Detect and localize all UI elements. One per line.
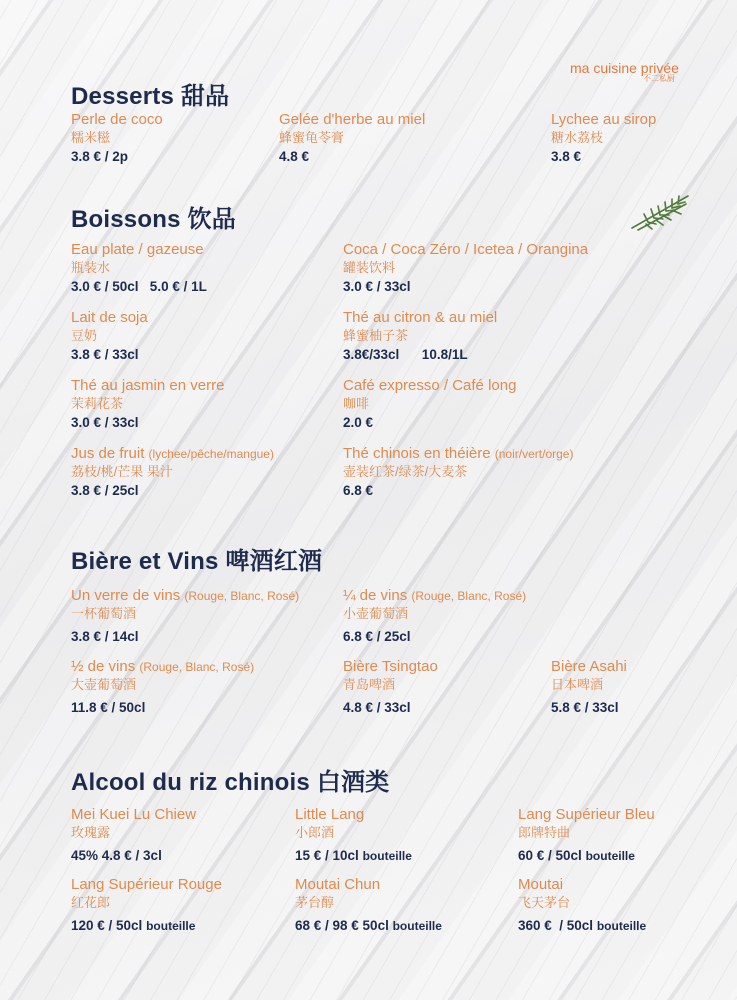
item-chinese-name: 糖水荔枝 <box>551 130 604 145</box>
item-price <box>295 846 412 866</box>
item-price <box>551 147 656 167</box>
menu-item <box>518 876 646 936</box>
item-price-value: 60 € / 50cl <box>518 848 582 863</box>
item-name-text: Un verre de vins <box>71 587 181 604</box>
item-chinese-name: 蜂蜜龟苓膏 <box>279 130 345 145</box>
item-price <box>343 698 438 718</box>
item-name-text: Moutai Chun <box>295 876 381 893</box>
item-name <box>551 658 627 676</box>
item-price-value: 2.0 € <box>343 415 374 430</box>
item-price <box>71 413 224 433</box>
item-name <box>71 658 254 676</box>
item-name <box>343 658 438 676</box>
menu-item <box>71 876 222 936</box>
item-name <box>295 806 412 824</box>
item-price <box>71 698 254 718</box>
item-name <box>343 241 588 259</box>
item-price-unit: bouteille <box>392 919 442 933</box>
item-name-text: Lang Supérieur Rouge <box>71 876 222 893</box>
item-price-value: 5.8 € / 33cl <box>551 700 619 715</box>
item-price-value: 11.8 € / 50cl <box>71 700 146 715</box>
item-price-value: 3.0 € / 33cl <box>343 279 411 294</box>
item-name <box>71 587 299 605</box>
item-name <box>279 111 425 129</box>
rosemary-icon <box>628 190 694 232</box>
item-price <box>518 916 646 936</box>
menu-item <box>343 241 588 297</box>
item-note: (lychee/pêche/mangue) <box>148 447 274 461</box>
item-name-text: Thé au citron & au miel <box>343 309 498 326</box>
menu-item <box>343 445 573 501</box>
item-name-text: Lait de soja <box>71 309 148 326</box>
item-price-unit: bouteille <box>146 919 196 933</box>
item-price-value: 3.0 € / 33cl <box>71 415 139 430</box>
logo-text: ma cuisine privée <box>570 60 679 76</box>
section-title: Bière et Vins 啤酒红酒 <box>71 548 323 575</box>
menu-item <box>343 658 438 718</box>
item-chinese-name: 瓶装水 <box>71 260 111 275</box>
item-chinese-name: 玫瑰露 <box>71 825 111 840</box>
item-chinese-name: 壶装红茶/绿茶/大麦茶 <box>343 464 468 479</box>
item-chinese-name: 豆奶 <box>71 328 98 343</box>
item-chinese-name: 咖啡 <box>343 396 370 411</box>
menu-item <box>343 377 516 433</box>
item-price-value: 3.8€/33cl 10.8/1L <box>343 347 468 362</box>
menu-item <box>343 309 497 365</box>
menu-item <box>343 587 526 647</box>
item-name-text: Little Lang <box>295 806 365 823</box>
section-title: Alcool du riz chinois 白酒类 <box>71 769 390 796</box>
menu-item <box>71 587 299 647</box>
item-price <box>71 846 196 866</box>
item-chinese-name: 茅台醇 <box>295 895 335 910</box>
item-name-text: Lang Supérieur Bleu <box>518 806 655 823</box>
item-name-text: Gelée d'herbe au miel <box>279 111 426 128</box>
item-name <box>551 111 656 129</box>
item-name-text: ½ de vins <box>71 658 136 675</box>
item-name-text: Thé au jasmin en verre <box>71 377 225 394</box>
item-name <box>71 445 274 463</box>
item-name <box>295 876 442 894</box>
logo-subtitle: 不二私厨 <box>642 74 675 83</box>
menu-item <box>295 806 412 866</box>
item-chinese-name: 小壶葡萄酒 <box>343 606 409 621</box>
item-chinese-name: 荔枝/桃/芒果 果汁 <box>71 464 173 479</box>
item-name-text: Coca / Coca Zéro / Icetea / Orangina <box>343 241 589 258</box>
item-price <box>518 846 655 866</box>
item-price-value: 3.8 € / 25cl <box>71 483 139 498</box>
item-name-text: Moutai <box>518 876 564 893</box>
item-price-unit: bouteille <box>596 919 647 933</box>
item-price <box>343 277 588 297</box>
item-price-value: 68 € / 98 € 50cl <box>295 918 389 933</box>
item-name-text: Café expresso / Café long <box>343 377 517 394</box>
item-price-value: 4.8 € / 33cl <box>343 700 411 715</box>
item-chinese-name: 蜂蜜柚子茶 <box>343 328 409 343</box>
item-price-value: 3.8 € / 2p <box>71 149 129 164</box>
item-name <box>343 377 516 395</box>
menu-item <box>71 377 224 433</box>
item-price-value: 3.0 € / 50cl 5.0 € / 1L <box>71 279 207 294</box>
item-name-text: Bière Asahi <box>551 658 627 675</box>
menu-item <box>518 806 655 866</box>
item-name-text: Eau plate / gazeuse <box>71 241 204 258</box>
item-price <box>71 147 163 167</box>
menu-item <box>71 806 196 866</box>
menu-item <box>551 658 627 718</box>
item-chinese-name: 罐装饮料 <box>343 260 396 275</box>
item-price <box>343 345 497 365</box>
menu-item <box>71 445 274 501</box>
section-title: Desserts 甜品 <box>71 83 230 110</box>
section-title: Boissons 饮品 <box>71 206 236 233</box>
item-price-value: 3.8 € / 14cl <box>71 629 139 644</box>
item-price-value: 360 € / 50cl <box>518 918 594 933</box>
item-chinese-name: 飞天茅台 <box>518 895 571 910</box>
item-price-value: 45% 4.8 € / 3cl <box>71 848 162 863</box>
item-chinese-name: 小郎酒 <box>295 825 335 840</box>
item-chinese-name: 茉莉花茶 <box>71 396 124 411</box>
item-name <box>518 806 655 824</box>
item-price-value: 4.8 € <box>279 149 310 164</box>
item-price <box>295 916 442 936</box>
item-name <box>343 445 573 463</box>
restaurant-logo <box>570 60 679 84</box>
item-name <box>343 587 526 605</box>
item-name <box>71 876 222 894</box>
item-name-text: Bière Tsingtao <box>343 658 438 675</box>
item-name-text: Perle de coco <box>71 111 163 128</box>
item-note: (Rouge, Blanc, Rosé) <box>411 589 527 603</box>
item-price-value: 6.8 € <box>343 483 374 498</box>
menu-item <box>71 309 148 365</box>
item-note: (Rouge, Blanc, Rosé) <box>184 589 300 603</box>
item-chinese-name: 青岛啤酒 <box>343 677 396 692</box>
item-chinese-name: 郎牌特曲 <box>518 825 571 840</box>
item-name <box>71 241 207 259</box>
menu-item <box>551 111 656 167</box>
item-name-text: ¼ de vins <box>343 587 408 604</box>
item-price-unit: bouteille <box>362 849 412 863</box>
item-price <box>71 345 148 365</box>
item-price-value: 3.8 € <box>551 149 582 164</box>
item-price-value: 15 € / 10cl <box>295 848 359 863</box>
item-price <box>551 698 627 718</box>
item-price-value: 6.8 € / 25cl <box>343 629 411 644</box>
item-note: (noir/vert/orge) <box>494 447 574 461</box>
item-name-text: Mei Kuei Lu Chiew <box>71 806 197 823</box>
item-price <box>71 916 222 936</box>
item-price <box>71 627 299 647</box>
menu-item <box>71 111 163 167</box>
item-price <box>279 147 425 167</box>
item-chinese-name: 红花郎 <box>71 895 111 910</box>
menu-item <box>71 658 254 718</box>
item-price <box>71 481 274 501</box>
item-name-text: Jus de fruit <box>71 445 145 462</box>
item-name <box>343 309 497 327</box>
menu-item <box>71 241 207 297</box>
menu-item <box>279 111 425 167</box>
item-price-value: 3.8 € / 33cl <box>71 347 139 362</box>
item-name <box>71 377 224 395</box>
item-price <box>71 277 207 297</box>
item-chinese-name: 日本啤酒 <box>551 677 604 692</box>
item-chinese-name: 大壶葡萄酒 <box>71 677 137 692</box>
item-price <box>343 413 516 433</box>
item-name <box>71 309 148 327</box>
menu-item <box>295 876 442 936</box>
item-name <box>71 806 196 824</box>
item-price-unit: bouteille <box>585 849 635 863</box>
item-name-text: Thé chinois en théière <box>343 445 491 462</box>
item-name <box>71 111 163 129</box>
item-chinese-name: 糯米糍 <box>71 130 111 145</box>
item-chinese-name: 一杯葡萄酒 <box>71 606 137 621</box>
item-note: (Rouge, Blanc, Rosé) <box>139 660 255 674</box>
item-price <box>343 627 526 647</box>
item-name <box>518 876 646 894</box>
item-price <box>343 481 573 501</box>
item-name-text: Lychee au sirop <box>551 111 657 128</box>
item-price-value: 120 € / 50cl <box>71 918 143 933</box>
